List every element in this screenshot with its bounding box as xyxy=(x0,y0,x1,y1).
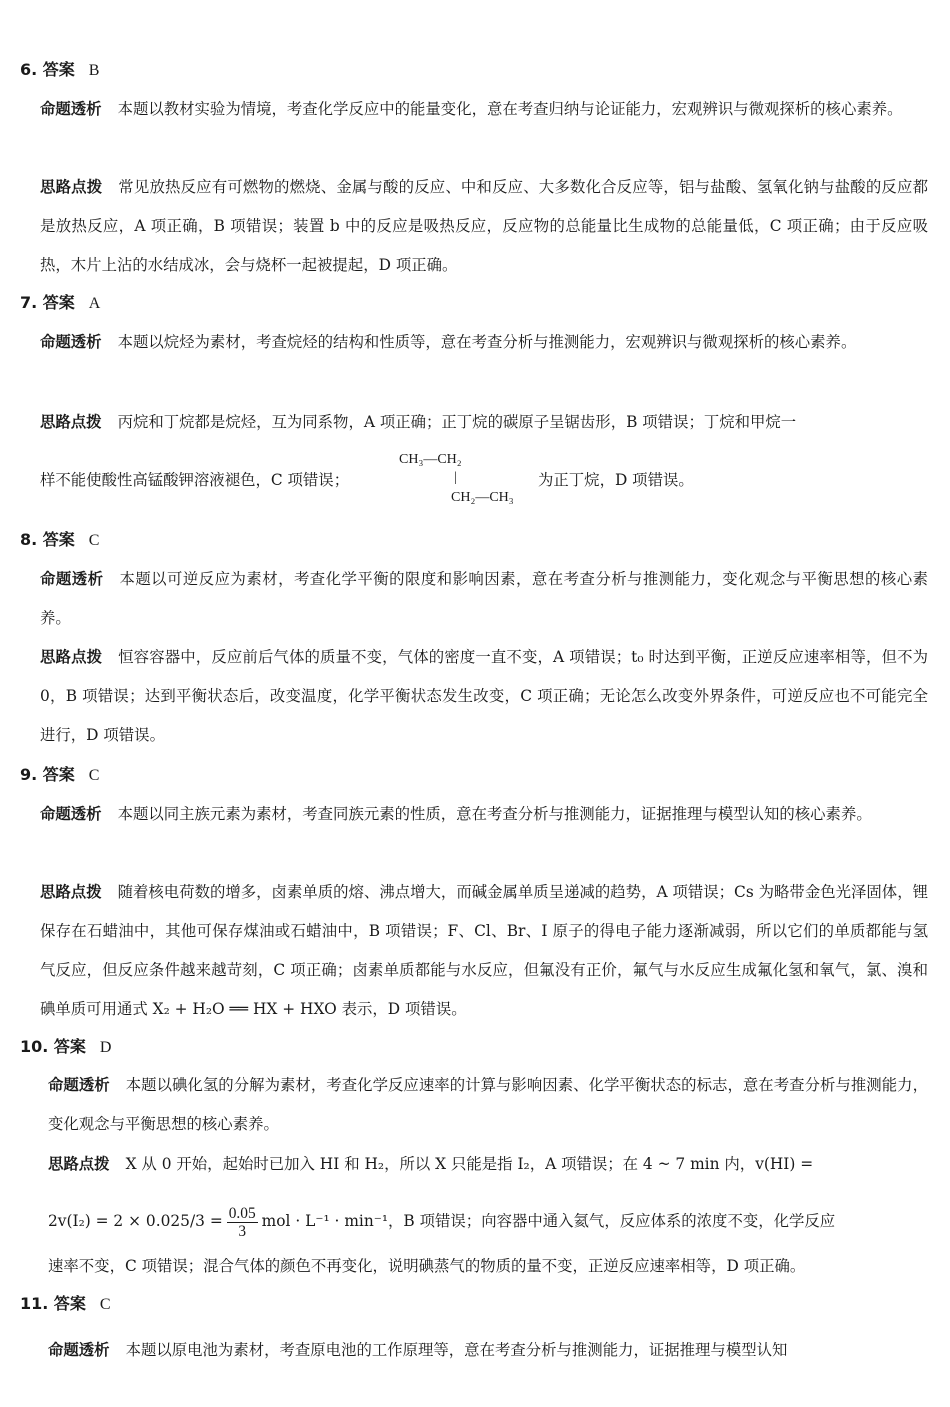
intent-label: 命题透析 xyxy=(40,570,104,588)
question-10-analysis-line-1 xyxy=(48,1154,936,1174)
analysis-text: 2v(I₂) = 2 × 0.025/3 = xyxy=(48,1212,223,1230)
question-number: 6. 答案 xyxy=(20,60,75,79)
answer-letter: C xyxy=(88,532,100,549)
answer-letter: A xyxy=(88,295,101,312)
intent-label: 命题透析 xyxy=(48,1076,110,1094)
intent-label: 命题透析 xyxy=(40,805,102,823)
intent-text: 本题以烷烃为素材，考查烷烃的结构和性质等，意在考查分析与推测能力，宏观辨识与微观探析的核心素养。 xyxy=(117,333,857,351)
question-6-header xyxy=(20,60,99,81)
intent-text: 本题以可逆反应为素材，考查化学平衡的限度和影响因素，意在考查分析与推测能力，变化观念与平衡思想的核心素养。 xyxy=(40,570,928,627)
butane-formula-bond: | xyxy=(454,470,457,485)
analysis-text: mol · L⁻¹ · min⁻¹，B 项错误；向容器中通入氦气，反应体系的浓度不变，化学反应 xyxy=(261,1212,836,1230)
butane-formula-bottom: CH₂—CH₃ xyxy=(451,490,514,505)
question-7-analysis-line-1 xyxy=(40,412,928,432)
question-9-intent xyxy=(40,795,928,834)
question-7-analysis-line-2-end: 为正丁烷，D 项错误。 xyxy=(538,471,694,489)
intent-text: 本题以原电池为素材，考查原电池的工作原理等，意在考查分析与推测能力，证据推理与模型认知 xyxy=(125,1341,788,1359)
analysis-text: 恒容容器中，反应前后气体的质量不变，气体的密度一直不变，A 项错误；t₀ 时达到平衡，正逆反应速率相等，但不为 0，B 项错误；达到平衡状态后，改变温度，化学平衡状态发生改变，C 项正确；无论怎么改变外界条件，可逆反应也不可能完全进行，D 项错误。 xyxy=(40,648,928,744)
question-7-intent xyxy=(40,323,928,362)
question-10-header xyxy=(20,1037,111,1058)
answer-letter: D xyxy=(99,1039,112,1056)
intent-label: 命题透析 xyxy=(40,100,102,118)
question-9-header xyxy=(20,765,99,786)
question-number: 11. 答案 xyxy=(20,1294,86,1313)
question-11-intent-partial xyxy=(48,1332,928,1359)
question-10-analysis-line-3: 速率不变，C 项错误；混合气体的颜色不再变化，说明碘蒸气的物质的量不变，正逆反应速率相等，D 项正确。 xyxy=(48,1257,806,1275)
fraction xyxy=(227,1205,258,1240)
question-7-header xyxy=(20,293,100,314)
analysis-label: 思路点拨 xyxy=(40,413,102,431)
answer-letter: B xyxy=(88,62,100,79)
question-6-intent xyxy=(40,90,928,129)
butane-formula-top: CH₃—CH₂ xyxy=(399,452,462,467)
intent-label: 命题透析 xyxy=(48,1341,110,1359)
analysis-label: 思路点拨 xyxy=(40,178,103,196)
question-number: 9. 答案 xyxy=(20,765,75,784)
fraction-denominator: 3 xyxy=(238,1222,247,1240)
question-8-header xyxy=(20,530,99,551)
question-10-analysis-line-2 xyxy=(48,1203,936,1239)
answer-letter: C xyxy=(99,1296,111,1313)
analysis-label: 思路点拨 xyxy=(48,1155,110,1173)
question-number: 7. 答案 xyxy=(20,293,75,312)
question-6-analysis xyxy=(40,168,928,285)
question-10-intent xyxy=(48,1066,928,1144)
question-11-header xyxy=(20,1294,111,1315)
intent-text: 本题以教材实验为情境，考查化学反应中的能量变化，意在考查归纳与论证能力，宏观辨识与微观探析的核心素养。 xyxy=(117,100,903,118)
analysis-label: 思路点拨 xyxy=(40,648,103,666)
analysis-text: 样不能使酸性高锰酸钾溶液褪色，C 项错误； xyxy=(40,471,350,489)
intent-text: 本题以碘化氢的分解为素材，考查化学反应速率的计算与影响因素、化学平衡状态的标志，意在考查分析与推测能力，变化观念与平衡思想的核心素养。 xyxy=(48,1076,928,1133)
intent-label: 命题透析 xyxy=(40,333,102,351)
question-number: 10. 答案 xyxy=(20,1037,86,1056)
question-9-analysis xyxy=(40,873,928,1029)
analysis-text: 随着核电荷数的增多，卤素单质的熔、沸点增大，而碱金属单质呈递减的趋势，A 项错误；Cs 为略带金色光泽固体，锂保存在石蜡油中，其他可保存煤油或石蜡油中，B 项错误；F、Cl、Br、I 原子的得电子能力逐渐减弱，所以它们的单质都能与氢气反应，但反应条件越来越苛刻，C 项正确；卤素单质都能与水反应，但氟没有正价，氟气与水反应生成氟化氢和氧气，氯、溴和碘单质可用通式 X₂ + H₂O ══ HX + HXO 表示，D 项错误。 xyxy=(40,883,928,1018)
analysis-text: X 从 0 开始，起始时已加入 HI 和 H₂，所以 X 只能是指 I₂，A 项错误；在 4 ~ 7 min 内，v(HI) = xyxy=(125,1155,814,1173)
question-number: 8. 答案 xyxy=(20,530,75,549)
question-8-analysis xyxy=(40,638,928,755)
intent-text: 本题以同主族元素为素材，考查同族元素的性质，意在考查分析与推测能力，证据推理与模型认知的核心素养。 xyxy=(117,805,872,823)
fraction-numerator: 0.05 xyxy=(228,1204,256,1222)
analysis-text: 丙烷和丁烷都是烷烃，互为同系物，A 项正确；正丁烷的碳原子呈锯齿形，B 项错误；丁烷和甲烷一 xyxy=(117,413,797,431)
question-8-intent xyxy=(40,560,928,638)
answer-letter: C xyxy=(88,767,100,784)
analysis-text: 常见放热反应有可燃物的燃烧、金属与酸的反应、中和反应、大多数化合反应等，铝与盐酸、氢氧化钠与盐酸的反应都是放热反应，A 项正确，B 项错误；装置 b 中的反应是吸热反应，反应物的总能量比生成物的总能量低，C 项正确；由于反应吸热，木片上沾的水结成冰，会与烧杯一起被提起，D 项正确。 xyxy=(40,178,928,274)
analysis-label: 思路点拨 xyxy=(40,883,102,901)
